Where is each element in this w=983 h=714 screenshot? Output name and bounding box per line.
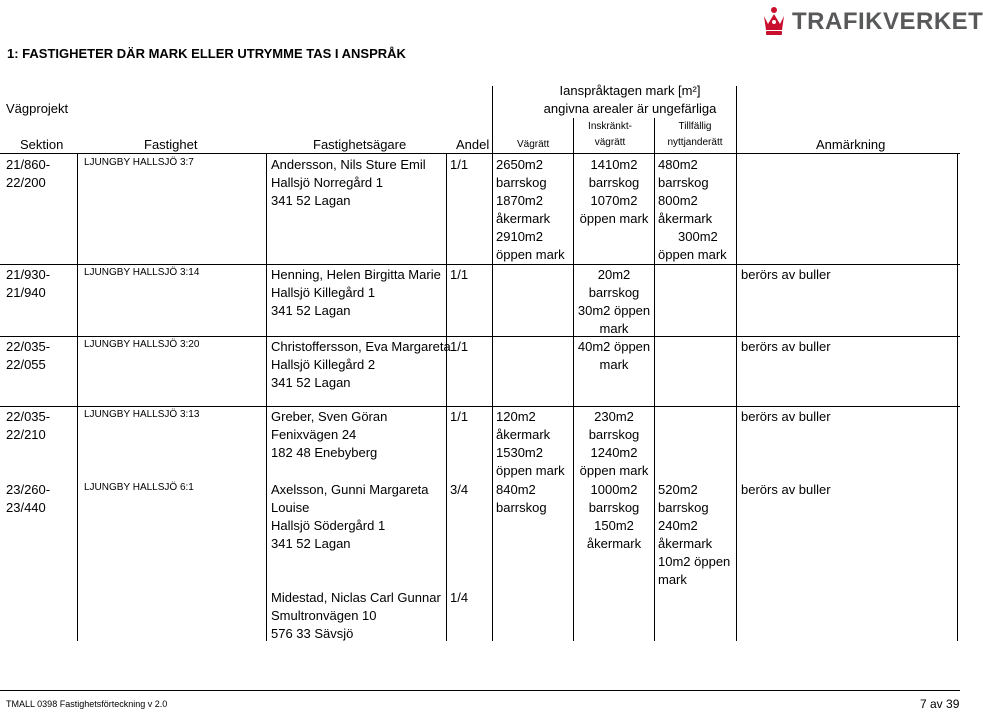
andel-line: 1/1	[450, 339, 469, 354]
row-5-sektion	[6, 481, 76, 517]
inskrankt-line: 40m2 öppen	[577, 339, 651, 354]
sektion-line: 21/860-	[6, 157, 51, 172]
row-2-sektion	[6, 266, 76, 302]
tillfallig-line: barrskog	[658, 500, 709, 515]
row-6-agare	[271, 589, 447, 643]
header-arealer: angivna arealer är ungefärliga	[543, 101, 717, 116]
tillfallig-line: 480m2	[658, 157, 698, 172]
agare-line: Hallsjö Killegård 2	[271, 357, 376, 372]
vagratt-line: 2650m2	[496, 157, 543, 172]
row-4-vagratt	[496, 408, 572, 480]
andel-line: 1/1	[450, 157, 469, 172]
agare-line: Axelsson, Gunni Margareta	[271, 482, 429, 497]
row-3-fastighet	[84, 338, 264, 352]
inskrankt-line: 150m2	[594, 518, 634, 533]
agare-line: Smultronvägen 10	[271, 608, 377, 623]
footer-page-number: 7 av 39	[920, 697, 960, 711]
inskrankt-line: 30m2 öppen	[577, 303, 651, 318]
col-line-4	[492, 86, 493, 641]
row-4-inskrankt	[575, 408, 653, 480]
row-4-agare	[271, 408, 447, 462]
col-line-3	[446, 153, 447, 641]
tillfallig-line: 520m2	[658, 482, 698, 497]
header-divider	[0, 153, 960, 154]
agare-line: Andersson, Nils Sture Emil	[271, 157, 426, 172]
col-line-2	[266, 153, 267, 641]
header-ianspraktagen: Ianspråktagen mark [m²]	[559, 83, 701, 98]
row-3-agare	[271, 338, 451, 392]
inskrankt-line: 230m2	[594, 409, 634, 424]
agare-line: 341 52 Lagan	[271, 375, 351, 390]
inskrankt-line: åkermark	[586, 536, 642, 551]
fastighet-line: LJUNGBY HALLSJÖ 3:14	[84, 267, 200, 278]
agare-line: Greber, Sven Göran	[271, 409, 388, 424]
header-tillfallig-1: Tillfällig	[678, 121, 712, 132]
anm-line: berörs av buller	[741, 267, 831, 282]
row-2-anm	[741, 266, 956, 284]
vagratt-line: öppen mark	[496, 247, 565, 262]
row-divider-2	[0, 336, 960, 337]
row-1-sektion	[6, 156, 76, 192]
footer-divider	[0, 690, 960, 691]
row-3-inskrankt	[575, 338, 653, 374]
agare-line: Henning, Helen Birgitta Marie	[271, 267, 441, 282]
row-3-anm	[741, 338, 956, 356]
tillfallig-line: öppen mark	[658, 247, 727, 262]
inskrankt-line: barrskog	[588, 500, 640, 515]
row-5-tillfallig	[658, 481, 736, 589]
vagratt-line: 120m2	[496, 409, 536, 424]
row-1-inskrankt	[575, 156, 653, 228]
row-4-andel	[450, 408, 490, 426]
logo-text: TRAFIKVERKET	[792, 8, 983, 35]
tillfallig-line: 800m2	[658, 193, 698, 208]
agare-line: Midestad, Niclas Carl Gunnar	[271, 590, 441, 605]
row-5-agare	[271, 481, 447, 553]
tillfallig-line: barrskog	[658, 175, 709, 190]
tillfallig-line: 240m2	[658, 518, 698, 533]
header-sektion: Sektion	[20, 137, 64, 152]
vagratt-line: öppen mark	[496, 463, 565, 478]
agare-line: 341 52 Lagan	[271, 193, 351, 208]
andel-line: 1/4	[450, 590, 469, 605]
anm-line: berörs av buller	[741, 482, 831, 497]
tillfallig-line: 10m2 öppen	[658, 554, 731, 569]
vagratt-line: åkermark	[496, 427, 551, 442]
row-4-sektion	[6, 408, 76, 444]
inskrankt-line: 1070m2	[590, 193, 638, 208]
sektion-line: 23/440	[6, 500, 46, 515]
agare-line: Louise	[271, 500, 310, 515]
andel-line: 1/1	[450, 409, 469, 424]
header-vagratt: Vägrätt	[517, 139, 550, 150]
header-fastighetsagare: Fastighetsägare	[313, 137, 407, 152]
sektion-line: 21/940	[6, 285, 46, 300]
sektion-line: 22/035-	[6, 409, 51, 424]
row-1-andel	[450, 156, 490, 174]
row-4-fastighet	[84, 408, 264, 422]
inskrankt-line: 1240m2	[590, 445, 638, 460]
inskrankt-line: öppen mark	[579, 463, 649, 478]
header-tillfallig-2: nyttjanderätt	[667, 137, 723, 148]
tillfallig-line: åkermark	[658, 536, 713, 551]
agare-line: 341 52 Lagan	[271, 303, 351, 318]
vagratt-line: åkermark	[496, 211, 551, 226]
col-line-1	[77, 153, 78, 641]
agare-line: Hallsjö Södergård 1	[271, 518, 386, 533]
agare-line: 576 33 Sävsjö	[271, 626, 354, 641]
vagratt-line: barrskog	[496, 500, 547, 515]
row-3-andel	[450, 338, 490, 356]
tillfallig-line: 300m2	[678, 229, 718, 244]
anm-line: berörs av buller	[741, 339, 831, 354]
row-2-inskrankt	[575, 266, 653, 338]
trafikverket-logo	[760, 4, 983, 40]
row-2-andel	[450, 266, 490, 284]
vagratt-line: 1870m2	[496, 193, 543, 208]
section-divider	[0, 406, 960, 407]
row-1-vagratt	[496, 156, 572, 264]
col-line-7	[736, 86, 737, 641]
col-line-5	[573, 118, 574, 641]
row-5-fastighet	[84, 481, 264, 495]
page-title: 1: FASTIGHETER DÄR MARK ELLER UTRYMME TAS I ANSPRÅK	[7, 46, 406, 61]
row-1-fastighet	[84, 156, 264, 170]
header-anmarkning: Anmärkning	[816, 137, 886, 152]
sektion-line: 22/055	[6, 357, 46, 372]
anm-line: berörs av buller	[741, 409, 831, 424]
row-5-inskrankt	[575, 481, 653, 553]
row-1-agare	[271, 156, 447, 210]
vagratt-line: barrskog	[496, 175, 547, 190]
vagratt-line: 1530m2	[496, 445, 543, 460]
row-2-agare	[271, 266, 447, 320]
row-4-anm	[741, 408, 956, 426]
sektion-line: 23/260-	[6, 482, 51, 497]
sektion-line: 22/200	[6, 175, 46, 190]
row-5-andel	[450, 481, 490, 499]
vagratt-line: 2910m2	[496, 229, 543, 244]
row-divider-1	[0, 264, 960, 265]
footer-template: TMALL 0398 Fastighetsförteckning v 2.0	[6, 699, 168, 709]
vagratt-line: 840m2	[496, 482, 536, 497]
fastighet-line: LJUNGBY HALLSJÖ 3:7	[84, 157, 194, 168]
inskrankt-line: mark	[599, 357, 629, 372]
header-fastighet: Fastighet	[144, 137, 198, 152]
andel-line: 1/1	[450, 267, 469, 282]
row-5-vagratt	[496, 481, 572, 517]
sektion-line: 22/035-	[6, 339, 51, 354]
inskrankt-line: barrskog	[588, 427, 640, 442]
inskrankt-line: 1410m2	[590, 157, 638, 172]
row-1-tillfallig	[658, 156, 736, 264]
row-6-andel	[450, 589, 490, 607]
fastighet-line: LJUNGBY HALLSJÖ 3:13	[84, 409, 200, 420]
agare-line: 341 52 Lagan	[271, 536, 351, 551]
sektion-line: 22/210	[6, 427, 46, 442]
fastighet-line: LJUNGBY HALLSJÖ 6:1	[84, 482, 194, 493]
agare-line: Hallsjö Norregård 1	[271, 175, 383, 190]
header-vagprojekt: Vägprojekt	[6, 101, 69, 116]
inskrankt-line: 20m2	[597, 267, 631, 282]
row-3-sektion	[6, 338, 76, 374]
tillfallig-line: åkermark	[658, 211, 713, 226]
agare-line: 182 48 Enebyberg	[271, 445, 378, 460]
row-2-fastighet	[84, 266, 264, 280]
agare-line: Fenixvägen 24	[271, 427, 357, 442]
fastighet-line: LJUNGBY HALLSJÖ 3:20	[84, 339, 200, 350]
inskrankt-line: barrskog	[588, 175, 640, 190]
agare-line: Christoffersson, Eva Margareta	[271, 339, 451, 354]
sektion-line: 21/930-	[6, 267, 51, 282]
inskrankt-line: barrskog	[588, 285, 640, 300]
tillfallig-line: mark	[658, 572, 687, 587]
agare-line: Hallsjö Killegård 1	[271, 285, 376, 300]
col-line-6	[654, 118, 655, 641]
col-line-8	[957, 153, 958, 641]
header-inskrankt-1: Inskränkt-	[588, 121, 632, 132]
inskrankt-line: mark	[599, 321, 629, 336]
header-inskrankt-2: vägrätt	[594, 137, 626, 148]
header-andel: Andel	[456, 137, 490, 152]
andel-line: 3/4	[450, 482, 469, 497]
row-5-anm	[741, 481, 956, 499]
inskrankt-line: 1000m2	[590, 482, 638, 497]
inskrankt-line: öppen mark	[579, 211, 649, 226]
